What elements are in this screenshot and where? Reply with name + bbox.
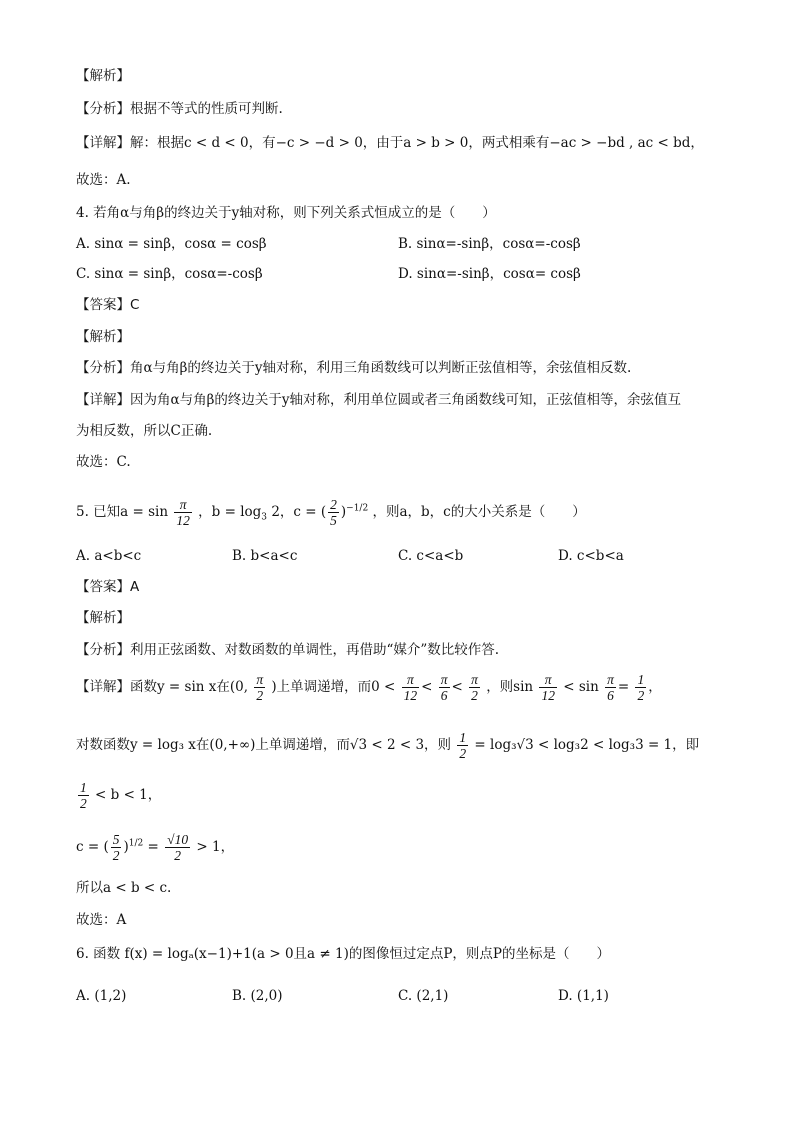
q5-detail-1b: )上单调递增，而0 <: [271, 679, 396, 695]
frac-num: 1: [80, 780, 87, 795]
frac-den: 2: [459, 746, 467, 761]
q5-option-d: D. c<b<a: [558, 548, 624, 564]
frac-num: π: [471, 672, 478, 687]
frac-1-2d: [78, 780, 89, 811]
q4-answer: 【答案】C: [76, 297, 140, 313]
frac-5-2: [111, 832, 122, 863]
q6-stem: 6. 函数 f(x) = logₐ(x−1)+1(a > 0且a ≠ 1)的图像恒过定点P，则点P的坐标是（ ）: [76, 946, 611, 962]
exponent: −1/2: [346, 503, 369, 514]
q4-analysis-tag: 【解析】: [76, 329, 130, 345]
frac-num: π: [440, 672, 448, 687]
frac-den: 2: [80, 796, 87, 811]
select-line: 故选：A.: [76, 172, 131, 188]
frac-num: π: [256, 672, 264, 687]
frac-pi-2b: [469, 672, 480, 703]
q6-option-d: D. (1,1): [558, 988, 609, 1004]
frac-den: 2: [637, 688, 645, 703]
frac-sqrt10-2: [165, 832, 190, 863]
q5-detail-3: [76, 780, 161, 811]
q5-detail-4a: c = (: [76, 839, 109, 855]
q5-stem: 5. 已知a = sin $\frac{\pi}{12}$ ，$b = \log_3 2$，c = ( $\frac{2}{5}$ )$^{-1/2}$ ，则a，b，c的大小关系是（ ）: [76, 497, 586, 528]
q5-detail-1d: < sin: [563, 679, 599, 695]
q6-option-c: C. (2,1): [398, 988, 449, 1004]
frac-den: 2: [256, 688, 264, 703]
frac-num: 1: [637, 672, 645, 687]
q5-select: 故选：A: [76, 912, 127, 928]
q5-detail-1: 【详解】函数y = sin x在(0, $\frac{\pi}{2}$ )上单调递增，而0 < $\frac{\pi}{12}$ < $\frac{\pi}{6}$ < $\frac{\pi}{2}$ ，则sin $\frac{\pi}{12}$ < sin $\frac{\pi}{6}$ = $\frac{1}{2}$ ，: [76, 672, 662, 703]
q5-stem-mid1: ，b = log: [198, 504, 262, 520]
q5-option-c: C. c<a<b: [398, 548, 464, 564]
frac-num: 5: [112, 832, 120, 847]
q5-stem-prefix: 5. 已知a = sin: [76, 504, 169, 520]
q5-detail-4c: > 1，: [196, 839, 235, 855]
frac-num: π: [402, 672, 420, 688]
q5-analysis-tag: 【解析】: [76, 610, 130, 626]
q4-option-b: B. sinα=-sinβ，cosα=-cosβ: [398, 236, 581, 252]
analysis-line: 【分析】根据不等式的性质可判断.: [76, 101, 283, 117]
frac-1-2: [635, 672, 646, 703]
q5-frac-2-5: [328, 497, 339, 528]
q5-option-a: A. a<b<c: [76, 548, 142, 564]
log-base: 3: [261, 512, 268, 523]
q4-detail-1: 【详解】因为角α与角β的终边关于y轴对称，利用单位圆或者三角函数线可知，正弦值相等，余弦值互: [76, 392, 682, 408]
q4-analysis: 【分析】角α与角β的终边关于y轴对称，利用三角函数线可以判断正弦值相等，余弦值相反数.: [76, 360, 632, 376]
q4-stem: 4. 若角α与角β的终边关于y轴对称，则下列关系式恒成立的是（ ）: [76, 205, 496, 221]
q5-detail-4b: ): [123, 839, 129, 855]
exponent: 1/2: [128, 838, 144, 849]
q5-detail-5: 所以a < b < c.: [76, 880, 172, 896]
q5-detail-2: [76, 730, 699, 761]
frac-den: 2: [174, 848, 181, 863]
q4-option-c: C. sinα = sinβ，cosα=-cosβ: [76, 266, 263, 282]
q4-detail-2: 为相反数，所以C正确.: [76, 423, 213, 439]
frac-den: 6: [440, 688, 448, 703]
frac-num: 2: [330, 497, 337, 512]
q4-select: 故选：C.: [76, 454, 131, 470]
frac-den: 5: [330, 513, 337, 528]
frac-num: π: [607, 672, 614, 687]
frac-num: π: [539, 672, 557, 688]
q5-frac-pi-12: [174, 497, 192, 528]
q5-detail-4: c = ( $\frac{5}{2}$ )$^{1/2}$ = $\frac{√10}{2}$ > 1，: [76, 832, 235, 863]
frac-den: 12: [176, 513, 190, 528]
frac-pi-6: [439, 672, 450, 703]
q5-detail-1e: ，: [648, 679, 662, 695]
frac-pi-2: [254, 672, 265, 703]
q5-detail-2a: 对数函数y = log₃ x在(0,+∞)上单调递增，而√3 < 2 < 3，则: [76, 737, 452, 753]
q5-stem-tail: ，则a，b，c的大小关系是（ ）: [372, 504, 586, 520]
frac-den: 12: [541, 688, 555, 703]
frac-num: √10: [167, 832, 189, 847]
q4-option-d: D. sinα=-sinβ，cosα= cosβ: [398, 266, 581, 282]
q5-option-b: B. b<a<c: [232, 548, 298, 564]
frac-1-2c: [457, 730, 468, 761]
q5-detail-1a: 【详解】函数y = sin x在(0,: [76, 679, 249, 695]
analysis-tag: 【解析】: [76, 68, 130, 84]
frac-num: π: [174, 497, 192, 513]
q6-option-a: A. (1,2): [76, 988, 127, 1004]
q5-detail-3a: < b < 1，: [95, 787, 162, 803]
q5-answer: 【答案】A: [76, 579, 140, 595]
q5-analysis: 【分析】利用正弦函数、对数函数的单调性，再借助“媒介”数比较作答.: [76, 642, 500, 658]
frac-den: 2: [471, 688, 478, 703]
frac-pi-6b: [605, 672, 616, 703]
frac-pi-12b: [539, 672, 557, 703]
frac-den: 12: [403, 688, 418, 703]
q5-detail-1c: ，则sin: [486, 679, 534, 695]
frac-den: 6: [607, 688, 614, 703]
frac-pi-12: [402, 672, 420, 703]
q6-option-b: B. (2,0): [232, 988, 283, 1004]
q5-stem-mid1b: 2，c = (: [271, 504, 327, 520]
q5-detail-2b: = log₃√3 < log₃2 < log₃3 = 1，即: [474, 737, 700, 753]
frac-den: 2: [112, 848, 120, 863]
detail-line: 【详解】解：根据c < d < 0，有−c > −d > 0，由于a > b > 0，两式相乘有−ac > −bd , ac < bd，: [76, 135, 704, 151]
q4-option-a: A. sinα = sinβ，cosα = cosβ: [76, 236, 267, 252]
frac-num: 1: [459, 730, 467, 745]
